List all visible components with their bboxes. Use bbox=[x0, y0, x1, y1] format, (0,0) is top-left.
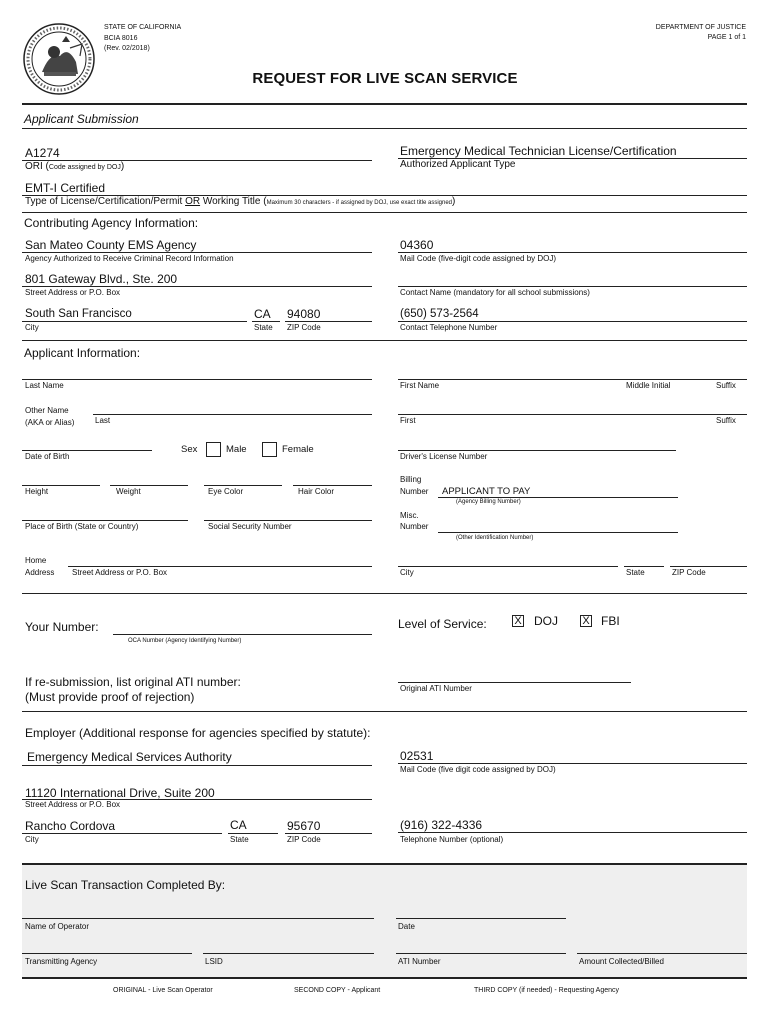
employer-address-value[interactable]: 11120 International Drive, Suite 200 bbox=[25, 786, 215, 800]
misc-label-2: Number bbox=[400, 522, 429, 531]
section-employer: Employer (Additional response for agencies specified by statute): bbox=[25, 726, 371, 740]
section-applicant-submission: Applicant Submission bbox=[24, 112, 139, 126]
billing-number-sublabel: (Agency Billing Number) bbox=[456, 499, 521, 505]
agency-city-label: City bbox=[25, 323, 39, 332]
field-line bbox=[398, 321, 747, 322]
billing-label-2: Number bbox=[400, 487, 429, 496]
state-name: STATE OF CALIFORNIA bbox=[104, 24, 182, 31]
copy-original: ORIGINAL - Live Scan Operator bbox=[113, 987, 213, 994]
misc-number-field[interactable] bbox=[438, 532, 678, 533]
ori-label: ORI (Code assigned by DOJ) bbox=[25, 161, 125, 172]
dob-label: Date of Birth bbox=[25, 452, 70, 461]
transmitting-agency-field[interactable] bbox=[22, 953, 192, 954]
dob-field[interactable] bbox=[22, 450, 152, 451]
place-of-birth-field[interactable] bbox=[22, 520, 188, 521]
field-line bbox=[398, 286, 747, 287]
weight-label: Weight bbox=[116, 487, 141, 496]
lsid-field[interactable] bbox=[203, 953, 374, 954]
date-label: Date bbox=[398, 922, 415, 931]
misc-label-1: Misc. bbox=[400, 511, 419, 520]
ati-number-label: ATI Number bbox=[398, 957, 441, 966]
field-line bbox=[252, 321, 280, 322]
operator-name-label: Name of Operator bbox=[25, 922, 90, 931]
divider bbox=[22, 103, 747, 105]
authorized-applicant-type-label: Authorized Applicant Type bbox=[400, 159, 516, 170]
field-line bbox=[22, 765, 372, 766]
divider bbox=[22, 593, 747, 594]
home-zip-label: ZIP Code bbox=[672, 568, 706, 577]
hair-color-field[interactable] bbox=[293, 485, 372, 486]
employer-name-value[interactable]: Emergency Medical Services Authority bbox=[27, 750, 232, 764]
middle-initial-label: Middle Initial bbox=[626, 381, 671, 390]
form-title: REQUEST FOR LIVE SCAN SERVICE bbox=[252, 70, 518, 87]
divider bbox=[22, 212, 747, 213]
home-label-1: Home bbox=[25, 556, 47, 565]
department-name: DEPARTMENT OF JUSTICE bbox=[655, 24, 746, 31]
section-live-scan: Live Scan Transaction Completed By: bbox=[25, 878, 226, 892]
field-line bbox=[228, 833, 278, 834]
last-name-label: Last Name bbox=[25, 381, 64, 390]
first-name-field[interactable] bbox=[398, 379, 747, 380]
male-checkbox[interactable] bbox=[206, 442, 221, 457]
divider bbox=[22, 711, 747, 712]
field-line bbox=[398, 763, 747, 764]
agency-mail-code-value[interactable]: 04360 bbox=[400, 238, 434, 252]
ati-number-field[interactable] bbox=[396, 953, 566, 954]
drivers-license-label: Driver's License Number bbox=[400, 452, 488, 461]
hair-color-label: Hair Color bbox=[298, 487, 335, 496]
license-type-label: Type of License/Certification/Permit OR Working Title (Maximum 30 characters - if assigned by DOJ, use exact title assigned) bbox=[25, 196, 456, 207]
billing-label-1: Billing bbox=[400, 475, 422, 484]
field-line bbox=[22, 252, 372, 253]
eye-color-field[interactable] bbox=[204, 485, 282, 486]
agency-label: Agency Authorized to Receive Criminal Record Information bbox=[25, 254, 234, 263]
oca-number-label: OCA Number (Agency Identifying Number) bbox=[128, 638, 242, 644]
agency-mail-code-label: Mail Code (five-digit code assigned by DOJ) bbox=[400, 254, 557, 263]
field-line bbox=[22, 833, 222, 834]
form-revision: (Rev. 02/2018) bbox=[104, 45, 150, 52]
page-number: PAGE 1 of 1 bbox=[707, 34, 746, 41]
divider bbox=[22, 128, 747, 129]
other-first-label: First bbox=[400, 416, 416, 425]
amount-field[interactable] bbox=[577, 953, 747, 954]
divider bbox=[22, 340, 747, 341]
height-field[interactable] bbox=[22, 485, 100, 486]
home-street-field[interactable] bbox=[68, 566, 372, 567]
field-line bbox=[285, 833, 372, 834]
original-ati-field[interactable] bbox=[398, 682, 631, 683]
copy-second: SECOND COPY - Applicant bbox=[294, 987, 381, 994]
amount-label: Amount Collected/Billed bbox=[579, 957, 664, 966]
fbi-label: FBI bbox=[601, 614, 620, 628]
other-last-field[interactable] bbox=[93, 414, 372, 415]
ssn-label: Social Security Number bbox=[208, 522, 292, 531]
resubmission-note: (Must provide proof of rejection) bbox=[25, 690, 195, 704]
place-of-birth-label: Place of Birth (State or Country) bbox=[25, 522, 139, 531]
field-line bbox=[285, 321, 372, 322]
ori-value[interactable]: A1274 bbox=[25, 146, 60, 160]
divider bbox=[22, 977, 747, 979]
misc-number-sublabel: (Other Identification Number) bbox=[456, 535, 534, 541]
home-city-label: City bbox=[400, 568, 414, 577]
home-street-label: Street Address or P.O. Box bbox=[72, 568, 168, 577]
other-first-field[interactable] bbox=[398, 414, 747, 415]
resubmission-label: If re-submission, list original ATI number: bbox=[25, 675, 241, 689]
home-label-2: Address bbox=[25, 568, 55, 577]
employer-address-label: Street Address or P.O. Box bbox=[25, 800, 121, 809]
last-name-field[interactable] bbox=[22, 379, 372, 380]
home-state-label: State bbox=[626, 568, 645, 577]
agency-state-label: State bbox=[254, 323, 273, 332]
employer-city-value[interactable]: Rancho Cordova bbox=[25, 819, 116, 833]
agency-zip-value[interactable]: 94080 bbox=[287, 307, 321, 321]
agency-value[interactable]: San Mateo County EMS Agency bbox=[25, 238, 197, 252]
employer-phone-label: Telephone Number (optional) bbox=[400, 835, 504, 844]
section-applicant-information: Applicant Information: bbox=[24, 346, 141, 360]
weight-field[interactable] bbox=[110, 485, 188, 486]
other-suffix-label: Suffix bbox=[716, 416, 736, 425]
authorized-applicant-type-value[interactable]: Emergency Medical Technician License/Certification bbox=[400, 144, 677, 158]
original-ati-label: Original ATI Number bbox=[400, 684, 472, 693]
sex-label: Sex bbox=[181, 444, 198, 455]
employer-zip-label: ZIP Code bbox=[287, 835, 321, 844]
employer-zip-value[interactable]: 95670 bbox=[287, 819, 321, 833]
agency-address-value[interactable]: 801 Gateway Blvd., Ste. 200 bbox=[25, 272, 178, 286]
doj-label: DOJ bbox=[534, 614, 558, 628]
field-line bbox=[22, 286, 372, 287]
agency-zip-label: ZIP Code bbox=[287, 323, 321, 332]
fbi-checkbox[interactable]: X bbox=[580, 615, 592, 627]
employer-mail-code-value[interactable]: 02531 bbox=[400, 749, 434, 763]
field-line bbox=[398, 832, 747, 833]
agency-address-label: Street Address or P.O. Box bbox=[25, 288, 121, 297]
section-contributing-agency: Contributing Agency Information: bbox=[24, 216, 199, 230]
form-id: BCIA 8016 bbox=[104, 35, 138, 42]
employer-state-value[interactable]: CA bbox=[230, 818, 247, 832]
contact-name-label: Contact Name (mandatory for all school submissions) bbox=[400, 288, 590, 297]
other-last-label: Last bbox=[95, 416, 111, 425]
home-city-field[interactable] bbox=[398, 566, 618, 567]
female-checkbox[interactable] bbox=[262, 442, 277, 457]
field-line bbox=[22, 321, 247, 322]
lsid-label: LSID bbox=[205, 957, 223, 966]
contact-phone-value[interactable]: (650) 573-2564 bbox=[400, 308, 479, 320]
other-name-label: Other Name bbox=[25, 406, 69, 415]
billing-number-field[interactable] bbox=[438, 497, 678, 498]
your-number-label: Your Number: bbox=[25, 620, 99, 634]
license-type-value[interactable]: EMT-I Certified bbox=[25, 181, 106, 195]
billing-number-value[interactable]: APPLICANT TO PAY bbox=[442, 486, 531, 497]
employer-mail-code-label: Mail Code (five digit code assigned by DOJ) bbox=[400, 765, 556, 774]
employer-phone-value[interactable]: (916) 322-4336 bbox=[400, 818, 483, 832]
doj-checkbox[interactable]: X bbox=[512, 615, 524, 627]
home-zip-field[interactable] bbox=[670, 566, 747, 567]
first-name-label: First Name bbox=[400, 381, 440, 390]
transmitting-agency-label: Transmitting Agency bbox=[25, 957, 98, 966]
operator-name-field[interactable] bbox=[22, 918, 374, 919]
eye-color-label: Eye Color bbox=[208, 487, 244, 496]
level-of-service-label: Level of Service: bbox=[398, 617, 487, 631]
ssn-field[interactable] bbox=[204, 520, 372, 521]
female-label: Female bbox=[282, 444, 314, 455]
date-field[interactable] bbox=[396, 918, 566, 919]
drivers-license-field[interactable] bbox=[398, 450, 676, 451]
male-label: Male bbox=[226, 444, 247, 455]
oca-number-field[interactable] bbox=[113, 634, 372, 635]
aka-label: (AKA or Alias) bbox=[25, 418, 75, 427]
agency-city-value[interactable]: South San Francisco bbox=[25, 308, 132, 320]
copy-third: THIRD COPY (if needed) - Requesting Agency bbox=[474, 987, 619, 994]
height-label: Height bbox=[25, 487, 49, 496]
employer-state-label: State bbox=[230, 835, 249, 844]
home-state-field[interactable] bbox=[624, 566, 664, 567]
contact-phone-label: Contact Telephone Number bbox=[400, 323, 498, 332]
suffix-label: Suffix bbox=[716, 381, 736, 390]
agency-state-value[interactable]: CA bbox=[254, 307, 271, 321]
field-line bbox=[398, 252, 747, 253]
employer-city-label: City bbox=[25, 835, 39, 844]
